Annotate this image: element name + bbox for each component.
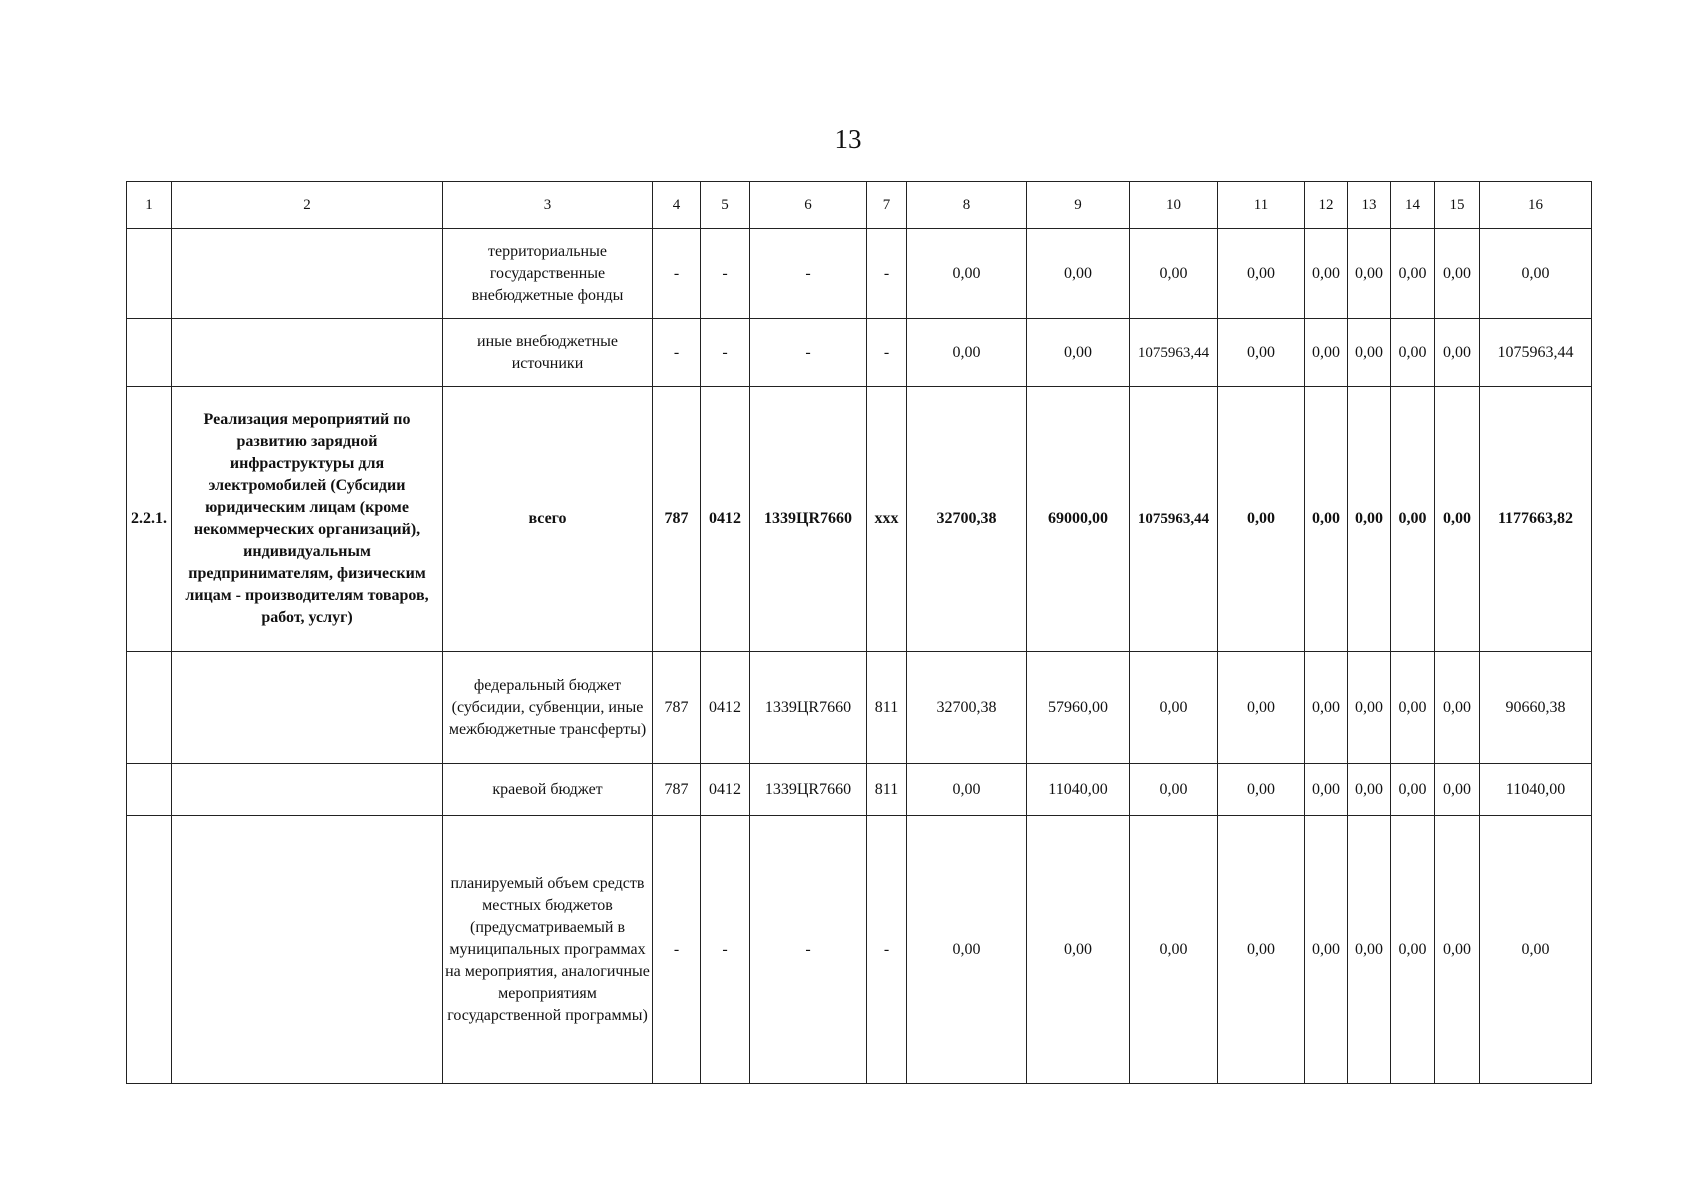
cell-12: 0,00: [1305, 229, 1348, 319]
cell-7: -: [867, 229, 907, 319]
event-description: [172, 652, 443, 764]
cell-8: 32700,38: [907, 652, 1027, 764]
cell-16: 0,00: [1480, 816, 1592, 1084]
column-header: 2: [172, 182, 443, 229]
cell-4: 787: [653, 764, 701, 816]
table-row: [127, 387, 1592, 652]
funding-source: территориальные государственные внебюджетные фонды: [443, 229, 653, 319]
cell-15: 0,00: [1435, 229, 1480, 319]
row-index: 2.2.1.: [127, 387, 172, 652]
cell-16: 1177663,82: [1480, 387, 1592, 652]
cell-6: 1339ЦR7660: [750, 652, 867, 764]
column-header: 3: [443, 182, 653, 229]
table-header-row: [127, 182, 1592, 229]
event-description: [172, 816, 443, 1084]
cell-4: -: [653, 816, 701, 1084]
cell-8: 0,00: [907, 319, 1027, 387]
column-header: 8: [907, 182, 1027, 229]
cell-13: 0,00: [1348, 816, 1391, 1084]
page-number: 13: [834, 124, 862, 154]
column-header: 9: [1027, 182, 1130, 229]
cell-7: -: [867, 816, 907, 1084]
cell-13: 0,00: [1348, 387, 1391, 652]
cell-13: 0,00: [1348, 764, 1391, 816]
cell-14: 0,00: [1391, 387, 1435, 652]
cell-11: 0,00: [1218, 652, 1305, 764]
funding-source: краевой бюджет: [443, 764, 653, 816]
cell-10: 0,00: [1130, 229, 1218, 319]
column-header: 5: [701, 182, 750, 229]
column-header: 13: [1348, 182, 1391, 229]
cell-10: 0,00: [1130, 816, 1218, 1084]
cell-9: 0,00: [1027, 816, 1130, 1084]
table-row: [127, 652, 1592, 764]
cell-14: 0,00: [1391, 764, 1435, 816]
event-description: [172, 764, 443, 816]
table-row: [127, 319, 1592, 387]
cell-15: 0,00: [1435, 764, 1480, 816]
column-header: 12: [1305, 182, 1348, 229]
column-header: 16: [1480, 182, 1592, 229]
cell-14: 0,00: [1391, 816, 1435, 1084]
cell-15: 0,00: [1435, 816, 1480, 1084]
cell-10: 1075963,44: [1130, 387, 1218, 652]
cell-10: 0,00: [1130, 764, 1218, 816]
cell-12: 0,00: [1305, 319, 1348, 387]
cell-13: 0,00: [1348, 319, 1391, 387]
cell-4: -: [653, 319, 701, 387]
cell-14: 0,00: [1391, 652, 1435, 764]
cell-8: 32700,38: [907, 387, 1027, 652]
cell-11: 0,00: [1218, 229, 1305, 319]
cell-6: -: [750, 319, 867, 387]
row-index: [127, 764, 172, 816]
cell-10: 0,00: [1130, 652, 1218, 764]
cell-8: 0,00: [907, 816, 1027, 1084]
cell-9: 57960,00: [1027, 652, 1130, 764]
cell-5: -: [701, 229, 750, 319]
cell-11: 0,00: [1218, 816, 1305, 1084]
cell-8: 0,00: [907, 764, 1027, 816]
cell-9: 0,00: [1027, 319, 1130, 387]
row-index: [127, 816, 172, 1084]
column-header: 15: [1435, 182, 1480, 229]
cell-6: 1339ЦR7660: [750, 764, 867, 816]
table-row: [127, 229, 1592, 319]
cell-11: 0,00: [1218, 319, 1305, 387]
event-description: [172, 229, 443, 319]
cell-13: 0,00: [1348, 229, 1391, 319]
cell-12: 0,00: [1305, 652, 1348, 764]
cell-11: 0,00: [1218, 764, 1305, 816]
cell-5: -: [701, 319, 750, 387]
cell-5: 0412: [701, 387, 750, 652]
cell-6: 1339ЦR7660: [750, 387, 867, 652]
column-header: 6: [750, 182, 867, 229]
table-row: [127, 816, 1592, 1084]
cell-11: 0,00: [1218, 387, 1305, 652]
row-index: [127, 319, 172, 387]
cell-4: -: [653, 229, 701, 319]
row-index: [127, 229, 172, 319]
funding-source: иные внебюджетные источники: [443, 319, 653, 387]
cell-7: xxx: [867, 387, 907, 652]
cell-7: 811: [867, 764, 907, 816]
table-row: [127, 764, 1592, 816]
row-index: [127, 652, 172, 764]
cell-5: 0412: [701, 652, 750, 764]
cell-12: 0,00: [1305, 816, 1348, 1084]
cell-6: -: [750, 816, 867, 1084]
column-header: 4: [653, 182, 701, 229]
cell-15: 0,00: [1435, 387, 1480, 652]
cell-14: 0,00: [1391, 319, 1435, 387]
cell-15: 0,00: [1435, 652, 1480, 764]
cell-7: -: [867, 319, 907, 387]
funding-source: всего: [443, 387, 653, 652]
column-header: 10: [1130, 182, 1218, 229]
cell-15: 0,00: [1435, 319, 1480, 387]
cell-5: 0412: [701, 764, 750, 816]
cell-12: 0,00: [1305, 764, 1348, 816]
cell-6: -: [750, 229, 867, 319]
cell-5: -: [701, 816, 750, 1084]
cell-9: 0,00: [1027, 229, 1130, 319]
cell-13: 0,00: [1348, 652, 1391, 764]
column-header: 14: [1391, 182, 1435, 229]
cell-7: 811: [867, 652, 907, 764]
cell-9: 69000,00: [1027, 387, 1130, 652]
cell-16: 0,00: [1480, 229, 1592, 319]
budget-table: [126, 181, 1592, 1084]
column-header: 1: [127, 182, 172, 229]
column-header: 7: [867, 182, 907, 229]
funding-source: планируемый объем средств местных бюджетов (предусматриваемый в муниципальных программах на мероприятия, аналогичные мероприятиям государственной программы): [443, 816, 653, 1084]
cell-8: 0,00: [907, 229, 1027, 319]
funding-source: федеральный бюджет (субсидии, субвенции, иные межбюджетные трансферты): [443, 652, 653, 764]
cell-16: 11040,00: [1480, 764, 1592, 816]
cell-12: 0,00: [1305, 387, 1348, 652]
cell-10: 1075963,44: [1130, 319, 1218, 387]
cell-14: 0,00: [1391, 229, 1435, 319]
column-header: 11: [1218, 182, 1305, 229]
cell-9: 11040,00: [1027, 764, 1130, 816]
cell-4: 787: [653, 387, 701, 652]
cell-4: 787: [653, 652, 701, 764]
event-description: Реализация мероприятий по развитию зарядной инфраструктуры для электромобилей (Субсидии юридическим лицам (кроме некоммерческих организаций), индивидуальным предпринимателям, физическим лицам - производителям товаров, работ, услуг): [172, 387, 443, 652]
event-description: [172, 319, 443, 387]
cell-16: 90660,38: [1480, 652, 1592, 764]
cell-16: 1075963,44: [1480, 319, 1592, 387]
